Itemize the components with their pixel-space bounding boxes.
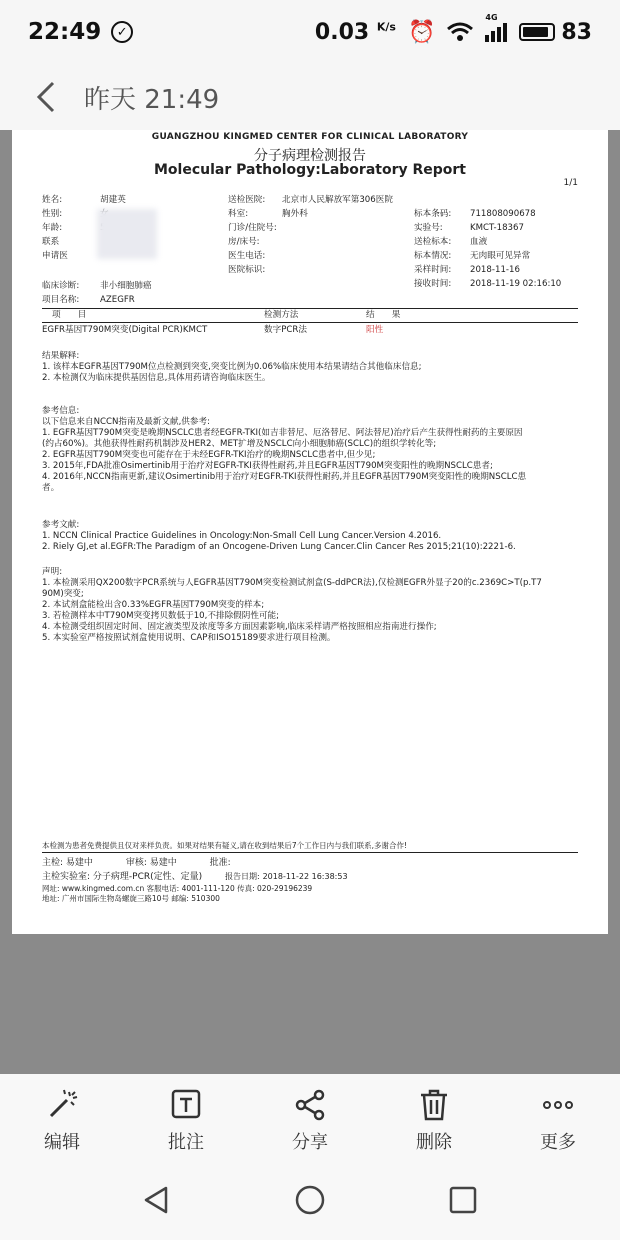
battery-icon xyxy=(519,23,555,41)
alarm-icon: ⏰ xyxy=(407,19,436,45)
statement-section: 声明: 1. 本检测采用QX200数字PCR系统与人EGFR基因T790M突变检测试剂盒(S-ddPCR法),仅检测EGFR外显子20的c.2369C>T(p.T7 90M)突变; 2. 本试剂盒能检出含0.33%EGFR基因T790M突变的样本; 3. 若检测样本中T790M突变拷贝数低于10,不排除假阴性可能; 4. 本检测受组织固定时间、固定液类型及浓度等多方面因素影响,临床采样请严格按照相应指南进行操作; 5. 本实验室严格按照试剂盒使用说明、CAP和ISO15189要求进行项目检测。 xyxy=(42,567,542,643)
check-circle-icon: ✓ xyxy=(111,21,133,43)
page-title: 昨天 21:49 xyxy=(84,84,220,115)
trash-icon xyxy=(417,1088,451,1122)
network-speed: 0.03 $^{K/s}$ xyxy=(314,19,396,45)
bottom-toolbar xyxy=(0,1074,620,1160)
share-button[interactable]: 分享 xyxy=(248,1074,372,1160)
page-number: 1/1 xyxy=(563,178,578,188)
more-button[interactable]: 更多 xyxy=(496,1074,620,1160)
result-positive: 阳性 xyxy=(366,324,384,335)
title-bar xyxy=(0,64,620,130)
status-bar xyxy=(0,0,620,64)
delete-button[interactable]: 删除 xyxy=(372,1074,496,1160)
back-arrow-icon[interactable] xyxy=(26,79,66,115)
text-note-icon xyxy=(169,1088,203,1122)
battery-indicator: 83 xyxy=(519,20,592,45)
nav-home-icon[interactable] xyxy=(293,1183,327,1217)
more-icon xyxy=(541,1088,575,1122)
signature-block: 主检: 易建中 审核: 易建中 批准: 主检实验室: 分子病理-PCR(定性、定量) 报告日期: 2018-11-22 16:38:53 网址: www.kingmed.com.cn 客服电话: 4001-111-120 传真: 020-29196239 地址: 广州市国际生物岛螺旋三路10号 邮编: 510300 xyxy=(42,852,578,904)
report-title-en: Molecular Pathology:Laboratory Report xyxy=(154,162,466,178)
privacy-blur xyxy=(97,209,157,259)
literature-section: 参考文献: 1. NCCN Clinical Practice Guidelines in Oncology:Non-Small Cell Lung Cancer.Version 4.2016. 2. Riely GJ,et al.EGFR:The Paradigm of an Oncogene-Driven Lung Cancer.Clin Cancer Res 2015;21(10):2221-6. xyxy=(42,520,516,552)
wifi-icon xyxy=(447,22,473,42)
reference-info-section: 参考信息: 以下信息来自NCCN指南及最新文献,供参考: 1. EGFR基因T790M突变是晚期NSCLC患者经EGFR-TKI(如吉非替尼、厄洛替尼、阿法替尼)治疗后产生获得性耐药的主要原因 (约占60%)。其他获得性耐药机制涉及HER2、MET扩增及NSCLC向小细胞肺癌(SCLC)的组织学转化等; 2. EGFR基因T790M突变也可能存在于未经EGFR-TKI治疗的晚期NSCLC患者中,但少见; 3. 2015年,FDA批准Osimertinib用于治疗对EGFR-TKI获得性耐药,并且EGFR基因T790M突变阳性的晚期NSCLC患者; 4. 2016年,NCCN指南更新,建议Osimertinib用于治疗对EGFR-TKI获得性耐药,并且EGFR基因T790M突变阳性的晚期NSCLC患 者。 xyxy=(42,406,527,493)
patient-name: 胡建英 xyxy=(100,195,126,205)
share-icon xyxy=(293,1088,327,1122)
interpretation-section: 结果解释: 1. 该样本EGFR基因T790M位点检测到突变,突变比例为0.06%临床使用本结果请结合其他临床信息; 2. 本检测仅为临床提供基因信息,具体用药请咨询临床医生。 xyxy=(42,351,422,383)
nav-recent-icon[interactable] xyxy=(446,1183,480,1217)
report-document xyxy=(12,130,608,934)
status-icons xyxy=(314,12,592,45)
edit-button[interactable]: 编辑 xyxy=(0,1074,124,1160)
signal-icon: 4G xyxy=(485,23,507,42)
lab-name: GUANGZHOU KINGMED CENTER FOR CLINICAL LABORATORY xyxy=(151,132,469,142)
clock: 22:49 xyxy=(28,19,102,45)
nav-back-icon[interactable] xyxy=(140,1183,174,1217)
table-row: EGFR基因T790M突变(Digital PCR)KMCT 数字PCR法 阳性 xyxy=(42,324,384,335)
magic-wand-icon xyxy=(45,1088,79,1122)
footnote: 本检测为患者免费提供且仅对来样负责。如果对结果有疑义,请在收到结果后7个工作日内与我们联系,多谢合作! xyxy=(42,841,408,850)
results-table-header: 项 目 检测方法 结 果 xyxy=(42,309,578,323)
system-navigation-bar xyxy=(0,1160,620,1240)
patient-info: 姓名: 胡建英 性别: 年龄: 联系 申请医 送检医院: 北京市人民解放军第306医院 科室: 胸外科 门诊/住院号: 房/床号: 医生电话: 医院标识: 标本条码: 711808090678 实验号: KMCT-18367 送检标本: 血液 标本情况: 无肉眼可见异常 采样时间: 2018-11-16 接收时间: 2018-11-19 02:16:10 临床诊断: 非小细胞肺癌 项目名称: AZEGFR xyxy=(42,191,578,309)
image-viewer[interactable] xyxy=(0,130,620,1074)
report-title-cn: 分子病理检测报告 xyxy=(254,148,366,164)
annotate-button[interactable]: 批注 xyxy=(124,1074,248,1160)
